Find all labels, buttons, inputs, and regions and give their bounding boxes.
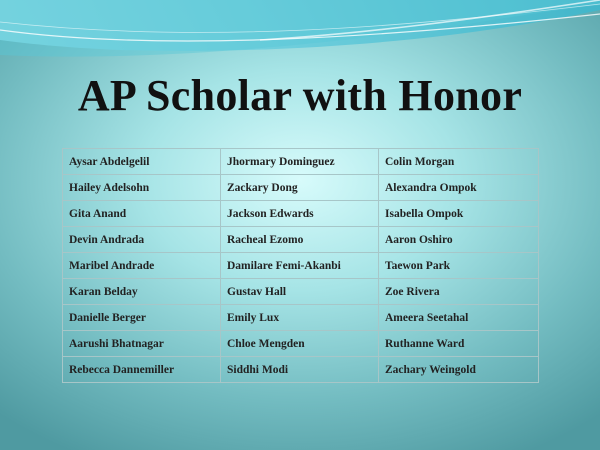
name-cell: Racheal Ezomo <box>221 227 379 253</box>
table-row <box>63 149 539 175</box>
table-row <box>63 227 539 253</box>
name-cell: Emily Lux <box>221 305 379 331</box>
name-cell: Damilare Femi-Akanbi <box>221 253 379 279</box>
table-row <box>63 357 539 383</box>
table-row <box>63 305 539 331</box>
name-cell: Aysar Abdelgelil <box>63 149 221 175</box>
scholar-names-table <box>62 148 539 383</box>
table-row <box>63 279 539 305</box>
name-cell: Gita Anand <box>63 201 221 227</box>
name-cell: Zachary Weingold <box>379 357 539 383</box>
decorative-wave-banner <box>0 0 600 70</box>
name-cell: Danielle Berger <box>63 305 221 331</box>
name-cell: Maribel Andrade <box>63 253 221 279</box>
name-cell: Ameera Seetahal <box>379 305 539 331</box>
name-cell: Hailey Adelsohn <box>63 175 221 201</box>
name-cell: Taewon Park <box>379 253 539 279</box>
name-cell: Rebecca Dannemiller <box>63 357 221 383</box>
name-cell: Alexandra Ompok <box>379 175 539 201</box>
name-cell: Karan Belday <box>63 279 221 305</box>
name-cell: Siddhi Modi <box>221 357 379 383</box>
name-cell: Jackson Edwards <box>221 201 379 227</box>
name-cell: Zackary Dong <box>221 175 379 201</box>
name-cell: Zoe Rivera <box>379 279 539 305</box>
name-cell: Gustav Hall <box>221 279 379 305</box>
table-row <box>63 175 539 201</box>
table-row <box>63 201 539 227</box>
page-title: AP Scholar with Honor <box>77 71 523 120</box>
name-cell: Aaron Oshiro <box>379 227 539 253</box>
name-cell: Colin Morgan <box>379 149 539 175</box>
name-cell: Aarushi Bhatnagar <box>63 331 221 357</box>
table-row <box>63 331 539 357</box>
name-cell: Jhormary Dominguez <box>221 149 379 175</box>
name-cell: Devin Andrada <box>63 227 221 253</box>
table-row <box>63 253 539 279</box>
name-cell: Isabella Ompok <box>379 201 539 227</box>
name-cell: Ruthanne Ward <box>379 331 539 357</box>
name-cell: Chloe Mengden <box>221 331 379 357</box>
